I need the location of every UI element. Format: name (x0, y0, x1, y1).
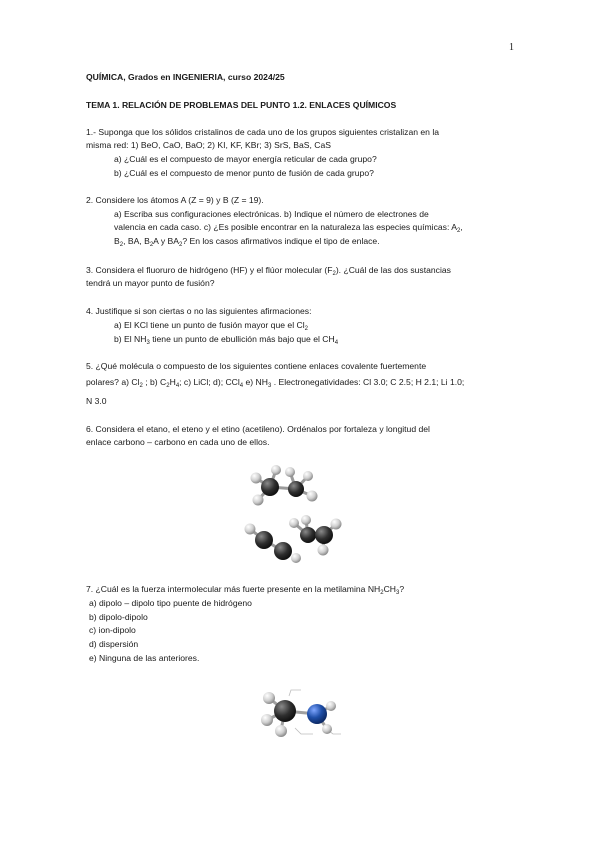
carbon-atom (255, 531, 273, 549)
q7-question: 7. ¿Cuál es la fuerza intermolecular más fuerte presente en la metilamina $NH_2CH_3$? (86, 584, 405, 596)
q4-intro: 4. Justifique si son ciertas o no las siguientes afirmaciones: (86, 306, 312, 316)
carbon-atom (288, 481, 304, 497)
hydrogen-atom (263, 692, 275, 704)
hydrogen-atom (275, 725, 287, 737)
hydrogen-atom (271, 465, 281, 475)
topic-title: TEMA 1. RELACIÓN DE PROBLEMAS DEL PUNTO 1.2. ENLACES QUÍMICOS (86, 100, 397, 110)
q7-option-d: d) dispersión (89, 639, 139, 649)
nitrogen-atom (307, 704, 327, 724)
methylamine-molecule-figure (255, 684, 350, 749)
question-1 (86, 126, 514, 153)
page-number: 1 (509, 42, 514, 53)
hydrogen-atom (253, 495, 264, 506)
hydrogen-atom (285, 467, 295, 477)
q1-option-b: b) ¿Cuál es el compuesto de menor punto de fusión de cada grupo? (114, 168, 374, 178)
q5-line2: polares? a) $Cl_2$ ; b) $C_2H_4$; c) LiCl; d); CCl$_4$ e) $NH_3$ . Electronegatividades: Cl 3.0; C 2.5; H 2.1; Li 1.0; (86, 377, 465, 390)
hydrogen-atom (318, 545, 329, 556)
hydrogen-atom (245, 524, 256, 535)
hydrogen-atom (291, 553, 301, 563)
q2-body-line2: valencia en cada caso. c) ¿Es posible encontrar en la naturaleza las especies químicas: $A_2$, (114, 222, 463, 235)
q5-line1: 5. ¿Qué molécula o compuesto de los siguientes contiene enlaces covalente fuertemente (86, 361, 427, 371)
q2-body (114, 208, 514, 248)
q6-line2: enlace carbono – carbono en cada uno de ellos. (86, 437, 270, 448)
ethene-model (289, 515, 342, 556)
question-5 (86, 360, 514, 408)
carbon-atom (274, 542, 292, 560)
hydrogen-atom (261, 714, 273, 726)
q2-intro: 2. Considere los átomos A (Z = 9) y B (Z = 19). (86, 195, 264, 205)
carbon-atom (274, 700, 296, 722)
course-title: QUÍMICA, Grados en INGENIERIA, curso 2024/25 (86, 72, 285, 82)
hydrocarbon-molecules-figure (228, 462, 358, 572)
ethyne-model (245, 524, 302, 564)
q2-body-line1: a) Escriba sus configuraciones electrónicas. b) Indique el número de electrones de (114, 209, 429, 219)
q1-intro-line2: misma red: 1) BeO, CaO, BaO; 2) KI, KF, KBr; 3) SrS, BaS, CaS (86, 140, 331, 151)
q5-line3: N 3.0 (86, 395, 107, 406)
q7-option-c: c) ion-dipolo (89, 625, 136, 635)
question-3 (86, 264, 514, 291)
q7-option-e: e) Ninguna de las anteriores. (89, 653, 200, 663)
ethane-model (251, 465, 318, 506)
hydrogen-atom (301, 515, 311, 525)
question-6 (86, 423, 514, 450)
hydrogen-atom (326, 701, 336, 711)
q4-option-b: b) El $NH_3$ tiene un punto de ebullición más bajo que el $CH_4$ (114, 334, 339, 346)
hydrogen-atom (251, 473, 262, 484)
q3-line2: tendrá un mayor punto de fusión? (86, 278, 215, 289)
carbon-atom (300, 527, 316, 543)
hydrogen-atom (331, 519, 342, 530)
hydrogen-atom (289, 518, 299, 528)
q7-option-a: a) dipolo – dipolo tipo puente de hidrógeno (89, 598, 252, 608)
q3-line1: 3. Considera el fluoruro de hidrógeno (HF) y el flúor molecular $(F_2)$. ¿Cuál de las dos sustancias (86, 265, 451, 277)
hydrogen-atom (322, 724, 332, 734)
q6-line1: 6. Considera el etano, el eteno y el etino (acetileno). Ordénalos por fortaleza y longitud del (86, 424, 430, 434)
carbon-atom (261, 478, 279, 496)
carbon-atom (315, 526, 333, 544)
q1-option-a: a) ¿Cuál es el compuesto de mayor energía reticular de cada grupo? (114, 154, 377, 164)
hydrogen-atom (307, 491, 318, 502)
q1-intro-line1: 1.- Suponga que los sólidos cristalinos de cada uno de los grupos siguientes cristalizan en la (86, 127, 440, 137)
q4-option-a: a) El KCl tiene un punto de fusión mayor que el $Cl_2$ (114, 320, 308, 332)
q2-body-line3: $B_2$, BA, $B_2A$ y $BA_2$? En los casos afirmativos indique el tipo de enlace. (114, 235, 380, 248)
hydrogen-atom (303, 471, 313, 481)
q7-option-b: b) dipolo-dipolo (89, 612, 148, 622)
